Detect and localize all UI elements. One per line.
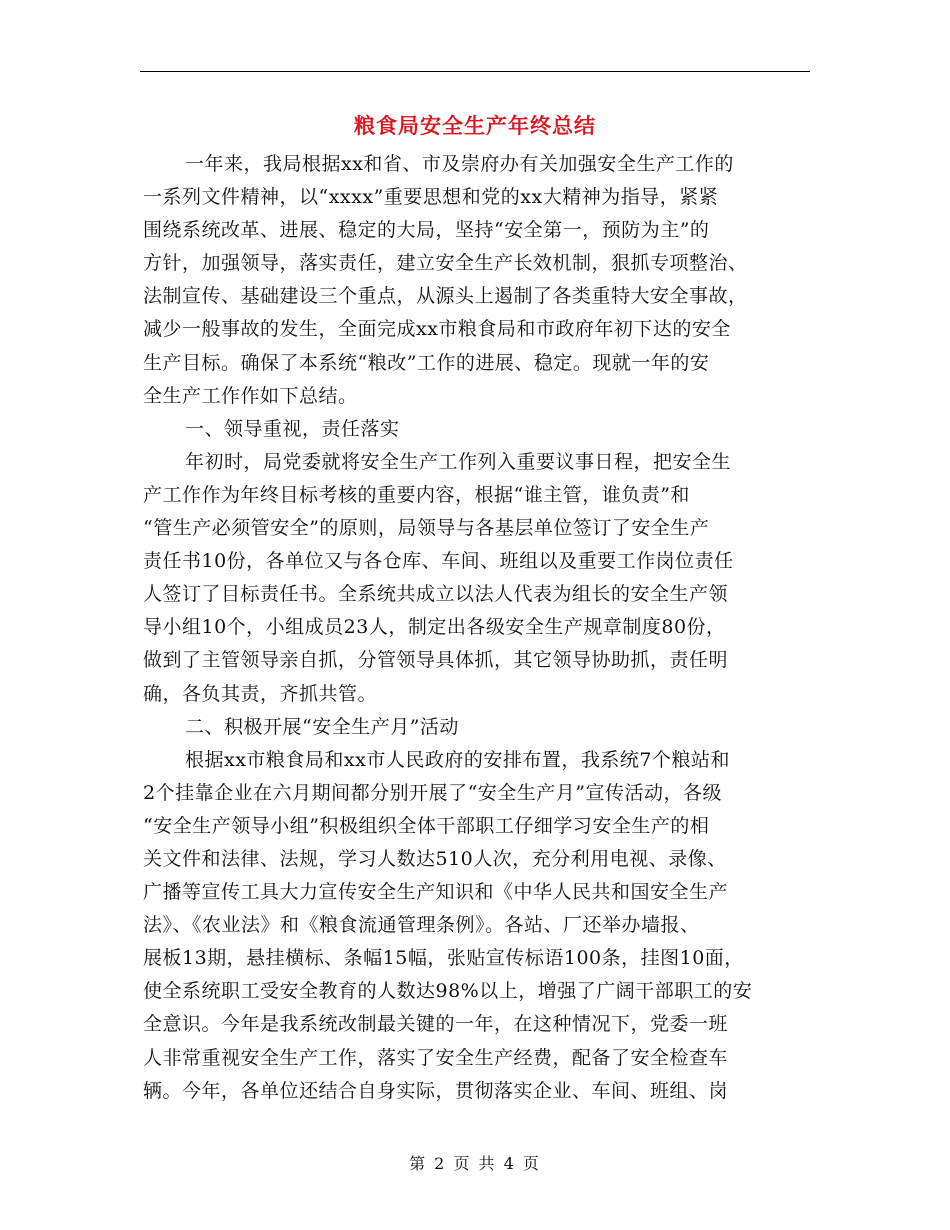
text-line: 生产目标。确保了本系统“粮改”工作的进展、稳定。现就一年的安 — [143, 351, 710, 374]
text-line: 年初时，局党委就将安全生产工作列入重要议事日程，把安全生 — [185, 450, 732, 473]
text-line: 使全系统职工受安全教育的人数达98%以上，增强了广阔干部职工的安 — [143, 980, 753, 1003]
text-line: 确，各负其责，齐抓共管。 — [143, 682, 378, 705]
text-line: 一年来，我局根据xx和省、市及崇府办有关加强安全生产工作的 — [185, 153, 734, 175]
text-line: 人签订了目标责任书。全系统共成立以法人代表为组长的安全生产领 — [143, 583, 729, 606]
document-body — [143, 148, 808, 1108]
page-number: 第 2 页 共 4 页 — [409, 1154, 541, 1173]
document-title: 粮食局安全生产年终总结 — [354, 113, 596, 138]
text-line: 法制宣传、基础建设三个重点，从源头上遏制了各类重特大安全事故， — [143, 285, 748, 308]
text-line: 根据xx市粮食局和xx市人民政府的安排布置，我系统7个粮站和 — [185, 748, 730, 771]
text-line: 做到了主管领导亲自抓，分管领导具体抓，其它领导协助抓，责任明 — [143, 649, 729, 672]
text-line: 广播等宣传工具大力宣传安全生产知识和《中华人民共和国安全生产 — [143, 881, 729, 904]
text-line: 方针，加强领导，落实责任，建立安全生产长效机制，狠抓专项整治、 — [143, 252, 748, 275]
text-line: 产工作作为年终目标考核的重要内容，根据“谁主管，谁负责”和 — [143, 483, 690, 506]
text-line: 减少一般事故的发生，全面完成xx市粮食局和市政府年初下达的安全 — [143, 318, 731, 341]
text-line: 围绕系统改革、进展、稳定的大局，坚持“安全第一，预防为主”的 — [143, 219, 710, 242]
text-line: 人非常重视安全生产工作，落实了安全生产经费，配备了安全检查车 — [143, 1046, 729, 1069]
text-line: 一系列文件精神，以“xxxx”重要思想和党的xx大精神为指导，紧紧 — [143, 186, 719, 209]
text-line: 展板13期，悬挂横标、条幅15幅，张贴宣传标语100条，挂图10面， — [143, 947, 744, 970]
text-line: 2个挂靠企业在六月期间都分别开展了“安全生产月”宣传活动，各级 — [143, 781, 723, 804]
section-heading: 一、领导重视，责任落实 — [185, 417, 400, 440]
section-heading: 二、积极开展“安全生产月”活动 — [185, 715, 459, 738]
text-line: “管生产必须管安全”的原则，局领导与各基层单位签订了安全生产 — [143, 517, 710, 540]
text-line: 关文件和法律、法规，学习人数达510人次，充分利用电视、录像、 — [143, 847, 727, 870]
text-line: 导小组10个，小组成员23人，制定出各级安全生产规章制度80份， — [143, 616, 726, 639]
text-line: 辆。今年，各单位还结合自身实际，贯彻落实企业、车间、班组、岗 — [143, 1079, 729, 1102]
text-line: 责任书10份，各单位又与各仓库、车间、班组以及重要工作岗位责任 — [143, 550, 734, 573]
text-line: 全意识。今年是我系统改制最关键的一年，在这种情况下，党委一班 — [143, 1013, 729, 1036]
text-line: 法》、《农业法》和《粮食流通管理条例》。各站、厂还举办墙报、 — [143, 914, 700, 937]
header-rule — [140, 71, 810, 72]
text-line: “安全生产领导小组”积极组织全体干部职工仔细学习安全生产的相 — [143, 814, 710, 837]
text-line: 全生产工作作如下总结。 — [143, 384, 358, 407]
